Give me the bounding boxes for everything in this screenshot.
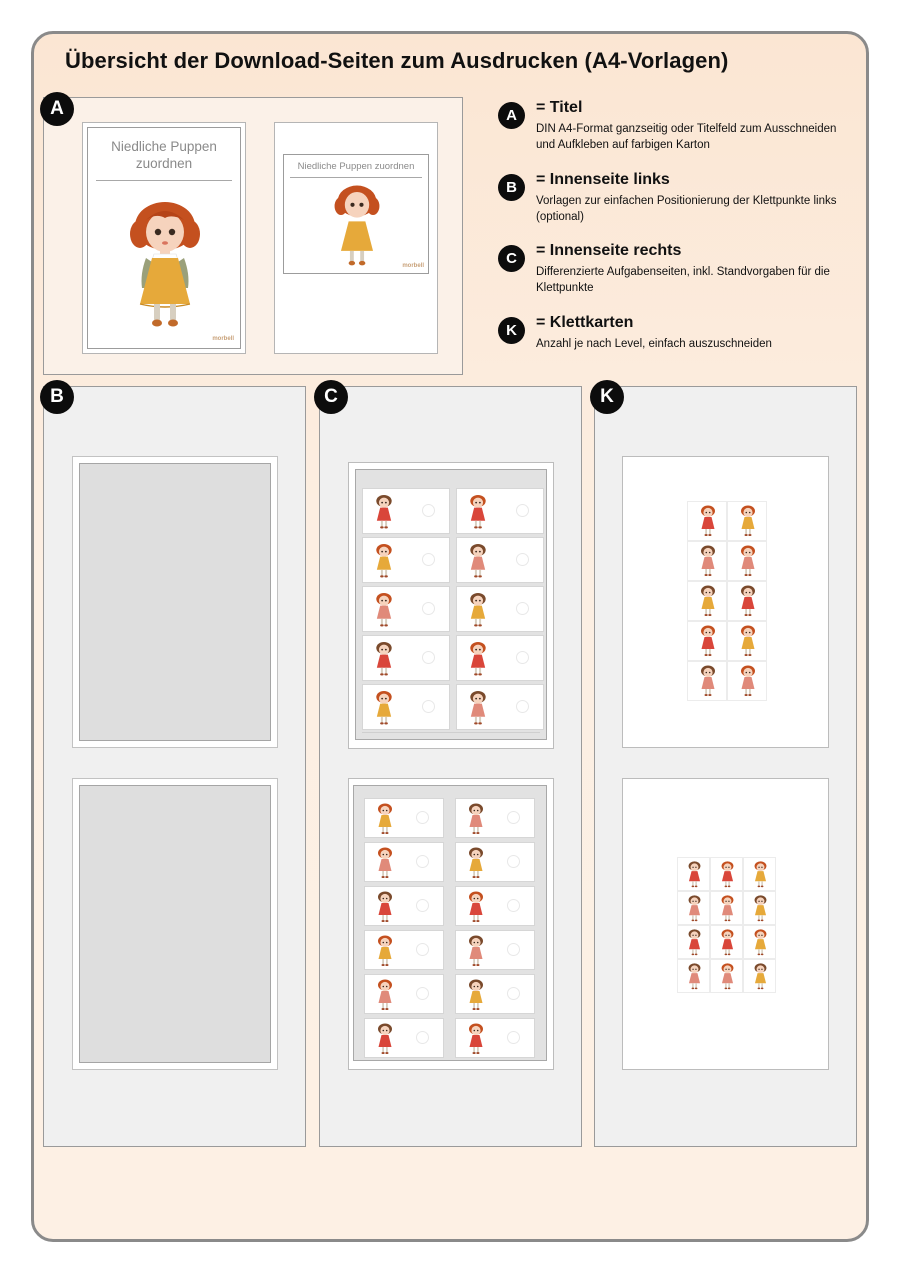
cover-doll-illustration xyxy=(126,194,204,330)
c-task-sheet-2 xyxy=(348,778,554,1070)
c-task-card xyxy=(456,488,544,534)
velcro-dot-marker xyxy=(422,504,435,517)
velcro-card xyxy=(687,541,727,581)
velcro-dot-marker xyxy=(416,943,429,956)
c-task-card xyxy=(456,586,544,632)
cover-title-line1: Niedliche Puppen xyxy=(111,139,217,154)
doll-thumbnail xyxy=(719,860,736,894)
velcro-card xyxy=(677,857,710,891)
velcro-dot-marker xyxy=(416,1031,429,1044)
c-task-grid-2 xyxy=(353,785,547,1061)
doll-thumbnail xyxy=(466,1022,486,1061)
c-task-card xyxy=(362,586,450,632)
doll-thumbnail xyxy=(698,664,718,703)
c-task-card xyxy=(364,798,444,838)
c-task-card xyxy=(364,842,444,882)
doll-thumbnail xyxy=(752,860,769,894)
velcro-dot-marker xyxy=(507,1031,520,1044)
cover-sheet-border xyxy=(87,127,241,349)
legend-badge-k: K xyxy=(498,317,525,344)
velcro-dot-marker xyxy=(422,651,435,664)
doll-thumbnail xyxy=(375,846,395,885)
title-field-doll-illustration xyxy=(332,179,382,269)
doll-thumbnail xyxy=(698,544,718,583)
c-task-card xyxy=(364,974,444,1014)
doll-thumbnail xyxy=(738,504,758,543)
doll-thumbnail xyxy=(467,493,489,536)
velcro-dot-marker xyxy=(416,987,429,1000)
badge-a: A xyxy=(40,92,74,126)
page-title: Übersicht der Download-Seiten zum Ausdrucken (A4-Vorlagen) xyxy=(65,48,729,73)
doll-thumbnail xyxy=(466,978,486,1017)
cover-logo: morbell xyxy=(212,336,234,342)
c-task-card xyxy=(455,798,535,838)
velcro-dot-marker xyxy=(507,987,520,1000)
doll-thumbnail xyxy=(373,493,395,536)
velcro-card xyxy=(710,857,743,891)
doll-thumbnail xyxy=(719,894,736,928)
doll-thumbnail xyxy=(466,934,486,973)
badge-k: K xyxy=(590,380,624,414)
velcro-dot-marker xyxy=(416,899,429,912)
velcro-dot-marker xyxy=(507,811,520,824)
cover-sheet-full xyxy=(82,122,246,354)
legend-badge-c: C xyxy=(498,245,525,272)
doll-thumbnail xyxy=(373,591,395,634)
velcro-dot-marker xyxy=(422,602,435,615)
doll-thumbnail xyxy=(467,689,489,732)
doll-thumbnail xyxy=(373,542,395,585)
c-task-card xyxy=(455,886,535,926)
velcro-dot-marker xyxy=(516,504,529,517)
legend-desc-titel: DIN A4-Format ganzseitig oder Titelfeld zum Ausschneiden und Aufkleben auf farbigen Karton xyxy=(536,123,837,151)
velcro-dot-marker xyxy=(516,602,529,615)
doll-thumbnail xyxy=(738,584,758,623)
velcro-card xyxy=(727,621,767,661)
c-task-card xyxy=(455,1018,535,1058)
cover-divider xyxy=(96,180,232,181)
doll-thumbnail xyxy=(719,928,736,962)
velcro-card xyxy=(743,857,776,891)
velcro-card xyxy=(710,891,743,925)
k-card-sheet-1 xyxy=(622,456,829,748)
doll-thumbnail xyxy=(375,934,395,973)
doll-thumbnail xyxy=(752,894,769,928)
b-template-area-1 xyxy=(79,463,271,741)
doll-thumbnail xyxy=(719,962,736,996)
doll-thumbnail xyxy=(467,542,489,585)
velcro-card xyxy=(677,959,710,993)
doll-thumbnail xyxy=(373,689,395,732)
legend-badge-a: A xyxy=(498,102,525,129)
velcro-card xyxy=(677,925,710,959)
velcro-card xyxy=(727,661,767,701)
title-field-logo: morbell xyxy=(402,263,424,269)
doll-thumbnail xyxy=(686,894,703,928)
legend-desc-klettkarten: Anzahl je nach Level, einfach auszuschneiden xyxy=(536,338,772,350)
c-task-card xyxy=(362,684,450,730)
velcro-dot-marker xyxy=(422,553,435,566)
c-task-card xyxy=(456,684,544,730)
c-task-card xyxy=(362,537,450,583)
doll-thumbnail xyxy=(698,584,718,623)
doll-thumbnail xyxy=(466,846,486,885)
cover-title xyxy=(88,138,240,172)
c-task-card xyxy=(455,974,535,1014)
velcro-card xyxy=(727,501,767,541)
doll-thumbnail xyxy=(686,928,703,962)
c-task-card xyxy=(362,635,450,681)
velcro-card xyxy=(687,661,727,701)
doll-thumbnail xyxy=(466,802,486,841)
c-task-card xyxy=(455,930,535,970)
velcro-card xyxy=(687,501,727,541)
legend-badge-b: B xyxy=(498,174,525,201)
legend-title-innenseite-links: = Innenseite links xyxy=(536,171,670,188)
badge-b: B xyxy=(40,380,74,414)
c-task-card xyxy=(364,1018,444,1058)
legend-desc-innenseite-rechts: Differenzierte Aufgabenseiten, inkl. Standvorgaben für die Klettpunkte xyxy=(536,266,830,294)
b-template-sheet-1 xyxy=(72,456,278,748)
doll-thumbnail xyxy=(752,928,769,962)
title-field-text: Niedliche Puppen zuordnen xyxy=(297,161,415,172)
c-task-card xyxy=(456,635,544,681)
velcro-card xyxy=(727,581,767,621)
velcro-card xyxy=(710,925,743,959)
k-card-sheet-2 xyxy=(622,778,829,1070)
legend-title-innenseite-rechts: = Innenseite rechts xyxy=(536,242,682,259)
velcro-card xyxy=(743,891,776,925)
doll-thumbnail xyxy=(698,504,718,543)
velcro-dot-marker xyxy=(516,700,529,713)
velcro-dot-marker xyxy=(516,651,529,664)
panel-inner-right xyxy=(319,386,582,1147)
b-template-area-2 xyxy=(79,785,271,1063)
doll-thumbnail xyxy=(375,802,395,841)
velcro-dot-marker xyxy=(507,899,520,912)
legend-desc-innenseite-links: Vorlagen zur einfachen Positionierung der Klettpunkte links (optional) xyxy=(536,195,837,223)
velcro-card xyxy=(710,959,743,993)
velcro-dot-marker xyxy=(507,855,520,868)
doll-thumbnail xyxy=(686,962,703,996)
c-task-card xyxy=(364,886,444,926)
velcro-dot-marker xyxy=(516,553,529,566)
sheet-footer-line xyxy=(362,732,540,733)
panel-velcro-cards xyxy=(594,386,857,1147)
c-task-grid-1 xyxy=(355,469,547,740)
doll-thumbnail xyxy=(466,890,486,929)
doll-thumbnail xyxy=(738,544,758,583)
b-template-sheet-2 xyxy=(72,778,278,1070)
title-field-box xyxy=(283,154,429,274)
doll-thumbnail xyxy=(375,890,395,929)
cover-title-line2: zuordnen xyxy=(135,156,193,171)
velcro-card xyxy=(743,925,776,959)
panel-inner-left xyxy=(43,386,306,1147)
doll-thumbnail xyxy=(375,978,395,1017)
c-task-card xyxy=(364,930,444,970)
doll-thumbnail xyxy=(738,664,758,703)
c-task-card xyxy=(456,537,544,583)
c-task-card xyxy=(455,842,535,882)
badge-c: C xyxy=(314,380,348,414)
velcro-dot-marker xyxy=(416,855,429,868)
legend-title-titel: = Titel xyxy=(536,99,583,116)
c-task-card xyxy=(362,488,450,534)
velcro-card xyxy=(687,581,727,621)
doll-thumbnail xyxy=(752,962,769,996)
velcro-dot-marker xyxy=(507,943,520,956)
doll-thumbnail xyxy=(375,1022,395,1061)
velcro-card xyxy=(743,959,776,993)
velcro-card xyxy=(727,541,767,581)
doll-thumbnail xyxy=(467,591,489,634)
title-field-divider xyxy=(290,177,422,178)
velcro-card xyxy=(677,891,710,925)
velcro-dot-marker xyxy=(422,700,435,713)
doll-thumbnail xyxy=(686,860,703,894)
doll-thumbnail xyxy=(698,624,718,663)
doll-thumbnail xyxy=(467,640,489,683)
panel-title-pages xyxy=(43,97,463,375)
cover-sheet-titlefield xyxy=(274,122,438,354)
doll-thumbnail xyxy=(738,624,758,663)
legend-title-klettkarten: = Klettkarten xyxy=(536,314,634,331)
velcro-dot-marker xyxy=(416,811,429,824)
c-task-sheet-1 xyxy=(348,462,554,749)
velcro-card xyxy=(687,621,727,661)
doll-thumbnail xyxy=(373,640,395,683)
